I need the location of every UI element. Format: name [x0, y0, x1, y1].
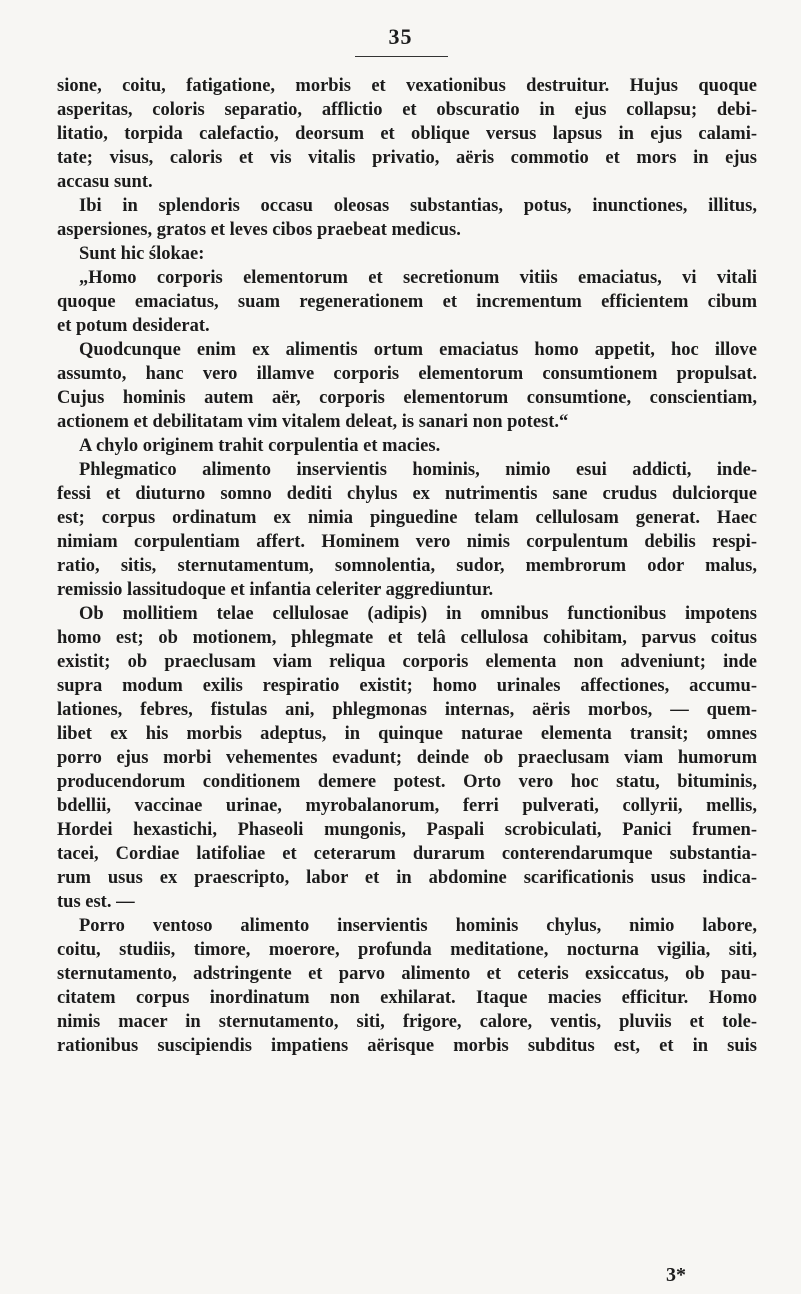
text-line: citatem corpus inordinatum non exhilarat. Itaque macies efficitur. Homo [57, 988, 757, 1008]
text-line: asperitas, coloris separatio, afflictio et obscuratio in ejus collapsu; debi- [57, 100, 757, 120]
text-line: sione, coitu, fatigatione, morbis et vexationibus destruitur. Hujus quoque [57, 76, 757, 96]
text-line: accasu sunt. [57, 172, 153, 192]
text-line: existit; ob praeclusam viam reliqua corporis elementa non adveniunt; inde [57, 652, 757, 672]
text-line: Phlegmatico alimento inservientis hominis, nimio esui addicti, inde- [79, 460, 757, 480]
text-line: coitu, studiis, timore, moerore, profunda meditatione, nocturna vigilia, siti, [57, 940, 757, 960]
text-line: assumto, hanc vero illamve corporis elementorum consumtionem propulsat. [57, 364, 757, 384]
header-rule [355, 56, 448, 57]
text-line: nimis macer in sternutamento, siti, frigore, calore, ventis, pluviis et tole- [57, 1012, 757, 1032]
text-line: nimiam corpulentiam affert. Hominem vero nimis corpulentum debilis respi- [57, 532, 757, 552]
text-line: tacei, Cordiae latifoliae et ceterarum durarum conterendarumque substantia- [57, 844, 757, 864]
text-line: fessi et diuturno somno dediti chylus ex nutrimentis sane crudus dulciorque [57, 484, 757, 504]
text-line: producendorum conditionem demere potest. Orto vero hoc statu, bituminis, [57, 772, 757, 792]
text-line: Cujus hominis autem aër, corporis elementorum consumtione, conscientiam, [57, 388, 757, 408]
text-line: Sunt hic ślokae: [79, 244, 205, 264]
text-line: aspersiones, gratos et leves cibos praebeat medicus. [57, 220, 461, 240]
text-line: porro ejus morbi vehementes evadunt; deinde ob praeclusam viam humorum [57, 748, 757, 768]
text-line: supra modum exilis respiratio existit; homo urinales affectiones, accumu- [57, 676, 757, 696]
body-text [57, 74, 757, 1058]
text-line: rum usus ex praescripto, labor et in abdomine scarificationis usus indica- [57, 868, 757, 888]
text-line: Ibi in splendoris occasu oleosas substantias, potus, inunctiones, illitus, [79, 196, 757, 216]
text-line: bdellii, vaccinae urinae, myrobalanorum, ferri pulverati, collyrii, mellis, [57, 796, 757, 816]
text-line: „Homo corporis elementorum et secretionum vitiis emaciatus, vi vitali [79, 268, 757, 288]
text-line: tus est. — [57, 892, 135, 912]
text-line: A chylo originem trahit corpulentia et macies. [79, 436, 441, 456]
text-line: et potum desiderat. [57, 316, 210, 336]
text-line: libet ex his morbis adeptus, in quinque naturae elementa transit; omnes [57, 724, 757, 744]
text-line: quoque emaciatus, suam regenerationem et incrementum efficientem cibum [57, 292, 757, 312]
text-line: Ob mollitiem telae cellulosae (adipis) in omnibus functionibus impotens [79, 604, 757, 624]
signature-mark: 3* [666, 1264, 686, 1286]
text-line: rationibus suscipiendis impatiens aërisque morbis subditus est, et in suis [57, 1036, 757, 1056]
text-line: homo est; ob motionem, phlegmate et telâ cellulosa cohibitam, parvus coitus [57, 628, 757, 648]
text-line: Quodcunque enim ex alimentis ortum emaciatus homo appetit, hoc illove [79, 340, 757, 360]
text-line: litatio, torpida calefactio, deorsum et oblique versus lapsus in ejus calami- [57, 124, 757, 144]
text-line: sternutamento, adstringente et parvo alimento et ceteris exsiccatus, ob pau- [57, 964, 757, 984]
text-line: lationes, febres, fistulas ani, phlegmonas internas, aëris morbos, — quem- [57, 700, 757, 720]
text-line: Porro ventoso alimento inservientis hominis chylus, nimio labore, [79, 916, 757, 936]
text-line: actionem et debilitatam vim vitalem deleat, is sanari non potest.“ [57, 412, 569, 432]
text-line: Hordei hexastichi, Phaseoli mungonis, Paspali scrobiculati, Panici frumen- [57, 820, 757, 840]
text-line: ratio, sitis, sternutamentum, somnolentia, sudor, membrorum odor malus, [57, 556, 757, 576]
text-line: remissio lassitudoque et infantia celeriter aggrediuntur. [57, 580, 494, 600]
page-number: 35 [388, 24, 413, 49]
text-line: est; corpus ordinatum ex nimia pinguedine telam cellulosam generat. Haec [57, 508, 757, 528]
text-line: tate; visus, caloris et vis vitalis privatio, aëris commotio et mors in ejus [57, 148, 757, 168]
